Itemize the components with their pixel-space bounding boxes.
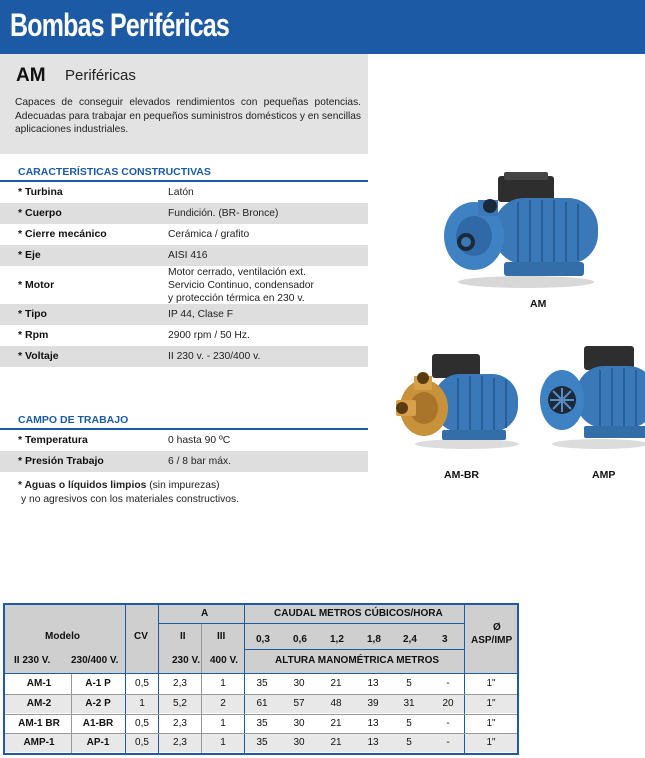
page-title: Bombas Periféricas (10, 7, 230, 43)
cell-height: 13 (367, 678, 379, 689)
cell-model-iii: A-1 P (85, 678, 111, 689)
grid-line (5, 714, 517, 715)
cell-height: 13 (367, 737, 379, 748)
cell-a-ii: 5,2 (173, 698, 187, 709)
cell-height: 35 (256, 718, 268, 729)
spec-value: Latón (168, 187, 194, 198)
cell-height: 35 (256, 678, 268, 689)
pump-am-br-image (392, 350, 526, 450)
th-flow: 0,3 (256, 634, 270, 645)
cell-model-ii: AM-1 BR (18, 718, 60, 729)
usage-note-line2: y no agresivos con los materiales constructivos. (21, 493, 240, 505)
cell-model-ii: AM-1 (26, 678, 52, 689)
spec-row-1 (0, 203, 368, 224)
working-range-heading: CAMPO DE TRABAJO (18, 414, 129, 426)
cell-a-ii: 2,3 (173, 718, 187, 729)
range-label: * Temperatura (18, 434, 88, 446)
spec-label: * Voltaje (18, 350, 59, 362)
pump-amp-image (540, 340, 645, 452)
range-row-1 (0, 451, 368, 472)
th-a: A (201, 608, 209, 619)
cell-height: 5 (406, 737, 412, 748)
spec-value: AISI 416 (168, 250, 208, 261)
range-value: 6 / 8 bar máx. (168, 456, 231, 467)
grid-line (464, 605, 465, 753)
cell-cv: 0,5 (135, 718, 149, 729)
cell-model-ii: AM-2 (26, 698, 52, 709)
grid-line (5, 673, 517, 674)
intro-description: Capaces de conseguir elevados rendimientos con pequeñas potencias. Adecuadas para trabajar en pequeños suministros domésticos y en sencillas aplicaciones industriales. (15, 97, 362, 136)
cell-a-iii: 2 (220, 698, 226, 709)
spec-row-2 (0, 224, 368, 245)
th-diam: Ø (493, 622, 501, 633)
spec-value: IP 44, Clase F (168, 309, 234, 320)
range-value: 0 hasta 90 ºC (168, 435, 231, 446)
range-row-0 (0, 430, 368, 451)
cell-height: 30 (293, 718, 305, 729)
spec-row-5 (0, 304, 368, 325)
cell-a-ii: 2,3 (173, 678, 187, 689)
grid-line (158, 605, 159, 753)
th-flow: 1,2 (330, 634, 344, 645)
specs-table (3, 603, 519, 755)
spec-row-0 (0, 182, 368, 203)
cell-cv: 0,5 (135, 678, 149, 689)
usage-note (18, 479, 239, 506)
cell-height: 61 (256, 698, 268, 709)
grid-line (71, 673, 72, 753)
cell-a-iii: 1 (220, 718, 226, 729)
th-flow: 3 (442, 634, 448, 645)
spec-row-3 (0, 245, 368, 266)
th-cv: CV (134, 631, 148, 642)
cell-height: 5 (406, 678, 412, 689)
grid-line (125, 605, 126, 753)
grid-line (5, 733, 517, 734)
spec-label: * Eje (18, 249, 41, 261)
spec-row-4 (0, 266, 368, 304)
spec-label: * Cuerpo (18, 207, 62, 219)
th-flow: 0,6 (293, 634, 307, 645)
grid-line (158, 623, 464, 624)
cell-model-iii: AP-1 (86, 737, 110, 748)
cell-height: 20 (442, 698, 454, 709)
th-ii: II (180, 631, 186, 642)
cell-height: 21 (330, 678, 342, 689)
cell-a-iii: 1 (220, 678, 226, 689)
pump-amp-label: AMP (592, 469, 616, 481)
cell-model-iii: A1-BR (82, 718, 114, 729)
model-code: AM (16, 65, 46, 86)
spec-label: * Motor (18, 279, 55, 291)
cell-diameter: 1" (486, 698, 496, 709)
cell-cv: 0,5 (135, 737, 149, 748)
spec-label: * Turbina (18, 186, 63, 198)
cell-cv: 1 (139, 698, 145, 709)
spec-row-7 (0, 346, 368, 367)
spec-label: * Tipo (18, 308, 47, 320)
cell-height: 39 (367, 698, 379, 709)
th-altura: ALTURA MANOMÉTRICA METROS (275, 655, 440, 666)
cell-diameter: 1" (486, 718, 496, 729)
pump-am-br-label: AM-BR (444, 469, 479, 481)
spec-value: Motor cerrado, ventilación ext. Servicio Continuo, condensador y protección térmica en 230 v. (168, 267, 314, 304)
cell-height: 13 (367, 718, 379, 729)
title-bar (0, 0, 645, 54)
range-label: * Presión Trabajo (18, 455, 104, 467)
cell-height: - (446, 718, 450, 729)
cell-height: - (446, 678, 450, 689)
cell-height: 21 (330, 737, 342, 748)
th-ii-230: II 230 V. (14, 655, 51, 666)
grid-line (244, 649, 464, 650)
usage-note-bold: * Aguas o líquidos limpios (18, 480, 147, 491)
usage-note-rest: (sin impurezas) (146, 480, 220, 491)
spec-label: * Cierre mecánico (18, 228, 107, 240)
th-230-400: 230/400 V. (71, 655, 119, 666)
spec-row-6 (0, 325, 368, 346)
cell-height: 30 (293, 737, 305, 748)
th-flow: 2,4 (403, 634, 417, 645)
spec-value: 2900 rpm / 50 Hz. (168, 330, 250, 341)
spec-value: Cerámica / grafito (168, 229, 250, 240)
cell-height: 31 (403, 698, 415, 709)
spec-value: II 230 v. - 230/400 v. (168, 351, 261, 362)
cell-height: - (446, 737, 450, 748)
pump-am-image (438, 170, 608, 290)
cell-diameter: 1" (486, 737, 496, 748)
th-iii: III (217, 631, 226, 642)
cell-a-iii: 1 (220, 737, 226, 748)
th-a-400: 400 V. (210, 655, 238, 666)
th-a-230: 230 V. (172, 655, 200, 666)
th-asp-imp: ASP/IMP (471, 635, 513, 646)
spec-value: Fundición. (BR- Bronce) (168, 208, 279, 219)
cell-height: 30 (293, 678, 305, 689)
cell-height: 5 (406, 718, 412, 729)
model-type: Periféricas (65, 67, 136, 84)
cell-height: 57 (293, 698, 305, 709)
construction-heading: CARACTERÍSTICAS CONSTRUCTIVAS (18, 166, 211, 178)
grid-line (5, 694, 517, 695)
th-caudal: CAUDAL METROS CÚBICOS/HORA (274, 608, 443, 619)
cell-height: 35 (256, 737, 268, 748)
cell-height: 21 (330, 718, 342, 729)
cell-model-iii: A-2 P (85, 698, 111, 709)
cell-model-ii: AMP-1 (23, 737, 55, 748)
th-modelo: Modelo (45, 631, 80, 642)
cell-height: 48 (330, 698, 342, 709)
cell-a-ii: 2,3 (173, 737, 187, 748)
spec-label: * Rpm (18, 329, 49, 341)
cell-diameter: 1" (486, 678, 496, 689)
pump-am-label: AM (530, 298, 547, 310)
grid-line (244, 605, 245, 753)
th-flow: 1,8 (367, 634, 381, 645)
